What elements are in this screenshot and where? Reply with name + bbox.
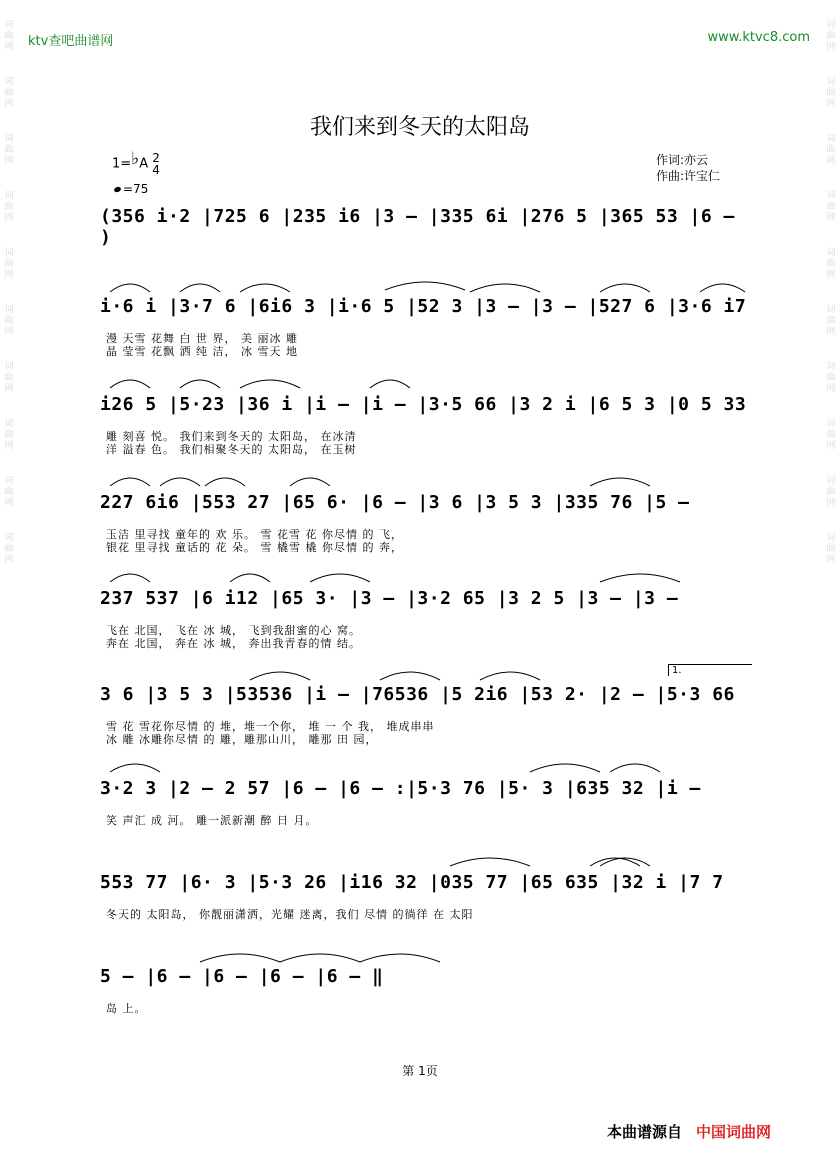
lyric-line: 冰 雕 冰雕你尽情 的 雕，雕那山川， 雕那 田 园， — [106, 733, 378, 746]
time-signature — [152, 152, 160, 176]
slur-arc — [600, 574, 680, 582]
watermark-char: 网 — [826, 441, 836, 451]
slur-arc — [230, 574, 270, 582]
staff-line — [100, 486, 750, 526]
watermark-char: 词 — [826, 419, 836, 429]
key-prefix: 1= — [112, 156, 132, 172]
source-label: 本曲谱源自 — [607, 1123, 683, 1141]
watermark-char: 曲 — [826, 88, 836, 98]
slur-arc — [290, 478, 330, 486]
watermark-char: 网 — [4, 42, 14, 52]
watermark-char: 词 — [826, 77, 836, 87]
watermark-char: 网 — [4, 99, 14, 109]
staff-line — [100, 866, 750, 906]
slur-arc — [110, 380, 150, 388]
notes: 553 77 |6· 3 |5·3 26 |i16 32 |035 77 |65 635 |32 i |7 7 — [100, 872, 724, 893]
notes: 237 537 |6 i12 |65 3· |3 – |3·2 65 |3 2 5 |3 – |3 – — [100, 588, 679, 609]
watermark-char: 曲 — [4, 316, 14, 326]
watermark-char: 词 — [4, 248, 14, 258]
tempo-value: =75 — [123, 182, 149, 196]
slur-arc — [180, 380, 220, 388]
watermark-char: 词 — [4, 20, 14, 30]
watermark-char: 曲 — [4, 259, 14, 269]
slur-arc — [110, 478, 150, 486]
lyric-line: 冬天的 太阳岛， 你靓丽潇洒，光耀 迷离，我们 尽情 的徜徉 在 太阳 — [106, 908, 474, 921]
notes: 3·2 3 |2 – 2 57 |6 – |6 – :|5·3 76 |5· 3 |635 32 |i – — [100, 778, 701, 799]
key-note: A — [139, 156, 149, 172]
slur-arc — [310, 574, 370, 582]
song-title: 我们来到冬天的太阳岛 — [309, 115, 530, 140]
watermark-right — [824, 20, 838, 590]
watermark-char: 曲 — [4, 145, 14, 155]
watermark-left — [2, 20, 16, 590]
quarter-note-icon — [113, 186, 121, 193]
staff-line — [100, 772, 750, 812]
watermark-char: 曲 — [826, 145, 836, 155]
watermark-char: 词 — [4, 362, 14, 372]
key-signature — [112, 148, 160, 177]
slur-arc — [160, 478, 200, 486]
lyric-line: 漫 天雪 花舞 白 世 界， 美 丽冰 雕 — [106, 332, 298, 345]
watermark-char: 曲 — [826, 544, 836, 554]
watermark-char: 词 — [4, 419, 14, 429]
slur-arc — [385, 282, 465, 290]
staff-line — [100, 582, 750, 622]
watermark-char: 词 — [826, 533, 836, 543]
watermark-char: 词 — [4, 77, 14, 87]
staff-line — [100, 200, 750, 248]
staff-line — [100, 290, 750, 330]
watermark-char: 词 — [4, 191, 14, 201]
watermark-char: 词 — [826, 362, 836, 372]
watermark-char: 网 — [4, 384, 14, 394]
watermark-char: 曲 — [826, 202, 836, 212]
watermark-char: 网 — [4, 555, 14, 565]
watermark-char: 词 — [826, 191, 836, 201]
watermark-char: 网 — [826, 156, 836, 166]
watermark-char: 网 — [4, 327, 14, 337]
staff-line — [100, 665, 750, 718]
lyric-line: 玉洁 里寻找 童年的 欢 乐。 雪 花雪 花 你尽情 的 飞， — [106, 528, 403, 541]
lyric-line: 奔在 北国， 奔在 冰 城， 奔出我青春的情 结。 — [106, 637, 361, 650]
watermark-char: 曲 — [826, 316, 836, 326]
lyric-line: 晶 莹雪 花飘 洒 纯 洁， 冰 雪天 地 — [106, 345, 298, 358]
watermark-char: 曲 — [4, 487, 14, 497]
watermark-char: 词 — [826, 305, 836, 315]
slur-arc — [610, 764, 660, 772]
lyric-line: 飞在 北国， 飞在 冰 城， 飞到我甜蜜的心 窝。 — [106, 624, 361, 637]
slur-arc — [590, 858, 640, 866]
watermark-char: 网 — [826, 99, 836, 109]
composer: 作曲:许宝仁 — [656, 169, 721, 183]
watermark-char: 网 — [826, 498, 836, 508]
slur-arc — [110, 764, 160, 772]
lyric-line: 笑 声汇 成 河。 雕一派新潮 醉 日 月。 — [106, 814, 318, 827]
watermark-char: 曲 — [4, 202, 14, 212]
source-credit — [607, 1121, 771, 1142]
watermark-char: 网 — [4, 270, 14, 280]
volta-bracket: 1. — [668, 664, 752, 676]
watermark-char: 网 — [4, 441, 14, 451]
slur-arc — [590, 478, 650, 486]
slur-arc — [450, 858, 530, 866]
notes: 3 6 |3 5 3 |53536 |i – |76536 |5 2i6 |53 2· |2 – |5·3 66 — [100, 684, 735, 705]
lyric-line: 岛 上。 — [106, 1002, 147, 1015]
staff-line — [100, 388, 750, 428]
watermark-char: 词 — [826, 20, 836, 30]
watermark-char: 词 — [826, 248, 836, 258]
notes: i26 5 |5·23 |36 i |i – |i – |3·5 66 |3 2 i |6 5 3 |0 5 33 — [100, 394, 747, 415]
watermark-char: 词 — [826, 134, 836, 144]
watermark-char: 网 — [826, 213, 836, 223]
watermark-char: 网 — [826, 555, 836, 565]
watermark-char: 网 — [826, 384, 836, 394]
watermark-char: 词 — [4, 533, 14, 543]
watermark-char: 曲 — [826, 31, 836, 41]
notes: 5 – |6 – |6 – |6 – |6 – ‖ — [100, 966, 384, 987]
watermark-char: 曲 — [826, 430, 836, 440]
notes: 227 6i6 |553 27 |65 6· |6 – |3 6 |3 5 3 |335 76 |5 – — [100, 492, 690, 513]
slur-arc — [205, 478, 245, 486]
notes: (356 i·2 |725 6 |235 i6 |3 – |335 6i |276 5 |365 53 |6 – ) — [100, 206, 735, 248]
slur-arc — [110, 574, 150, 582]
watermark-char: 曲 — [4, 373, 14, 383]
slur-arc — [370, 380, 410, 388]
watermark-char: 词 — [4, 305, 14, 315]
flat-symbol: ♭ — [131, 148, 140, 169]
lyric-line: 雕 刻喜 悦。 我们来到冬天的 太阳岛， 在冰清 — [106, 430, 357, 443]
tempo-marking — [114, 182, 148, 196]
site-url-right[interactable]: www.ktvc8.com — [707, 30, 810, 45]
watermark-char: 曲 — [826, 487, 836, 497]
site-name-left[interactable]: ktv查吧曲谱网 — [28, 34, 114, 49]
credits — [656, 152, 720, 184]
lyricist: 作词:亦云 — [656, 153, 709, 167]
source-brand[interactable]: 中国词曲网 — [696, 1123, 772, 1141]
lyric-line: 雪 花 雪花你尽情 的 堆，堆一个你， 堆 一 个 我， 堆成串串 — [106, 720, 435, 733]
watermark-char: 词 — [4, 134, 14, 144]
notes: i·6 i |3·7 6 |6i6 3 |i·6 5 |52 3 |3 – |3 – |527 6 |3·6 i7 — [100, 296, 747, 317]
watermark-char: 曲 — [4, 430, 14, 440]
watermark-char: 词 — [826, 476, 836, 486]
lyric-line: 洋 溢春 色。 我们相聚冬天的 太阳岛， 在玉树 — [106, 443, 357, 456]
watermark-char: 网 — [4, 498, 14, 508]
watermark-char: 网 — [826, 42, 836, 52]
slur-arc — [530, 764, 600, 772]
time-top: 2 — [152, 151, 160, 165]
watermark-char: 网 — [4, 213, 14, 223]
watermark-char: 网 — [4, 156, 14, 166]
watermark-char: 网 — [826, 270, 836, 280]
watermark-char: 曲 — [826, 373, 836, 383]
watermark-char: 词 — [4, 476, 14, 486]
watermark-char: 曲 — [4, 31, 14, 41]
page-number: 第 1页 — [402, 1064, 438, 1078]
time-bottom: 4 — [152, 163, 160, 177]
slur-arc — [600, 858, 650, 866]
watermark-char: 网 — [826, 327, 836, 337]
staff-line — [100, 960, 750, 1000]
watermark-char: 曲 — [4, 544, 14, 554]
slur-arc — [240, 380, 300, 388]
watermark-char: 曲 — [4, 88, 14, 98]
watermark-char: 曲 — [826, 259, 836, 269]
lyric-line: 银花 里寻找 童话的 花 朵。 雪 橇雪 橇 你尽情 的 奔， — [106, 541, 403, 554]
